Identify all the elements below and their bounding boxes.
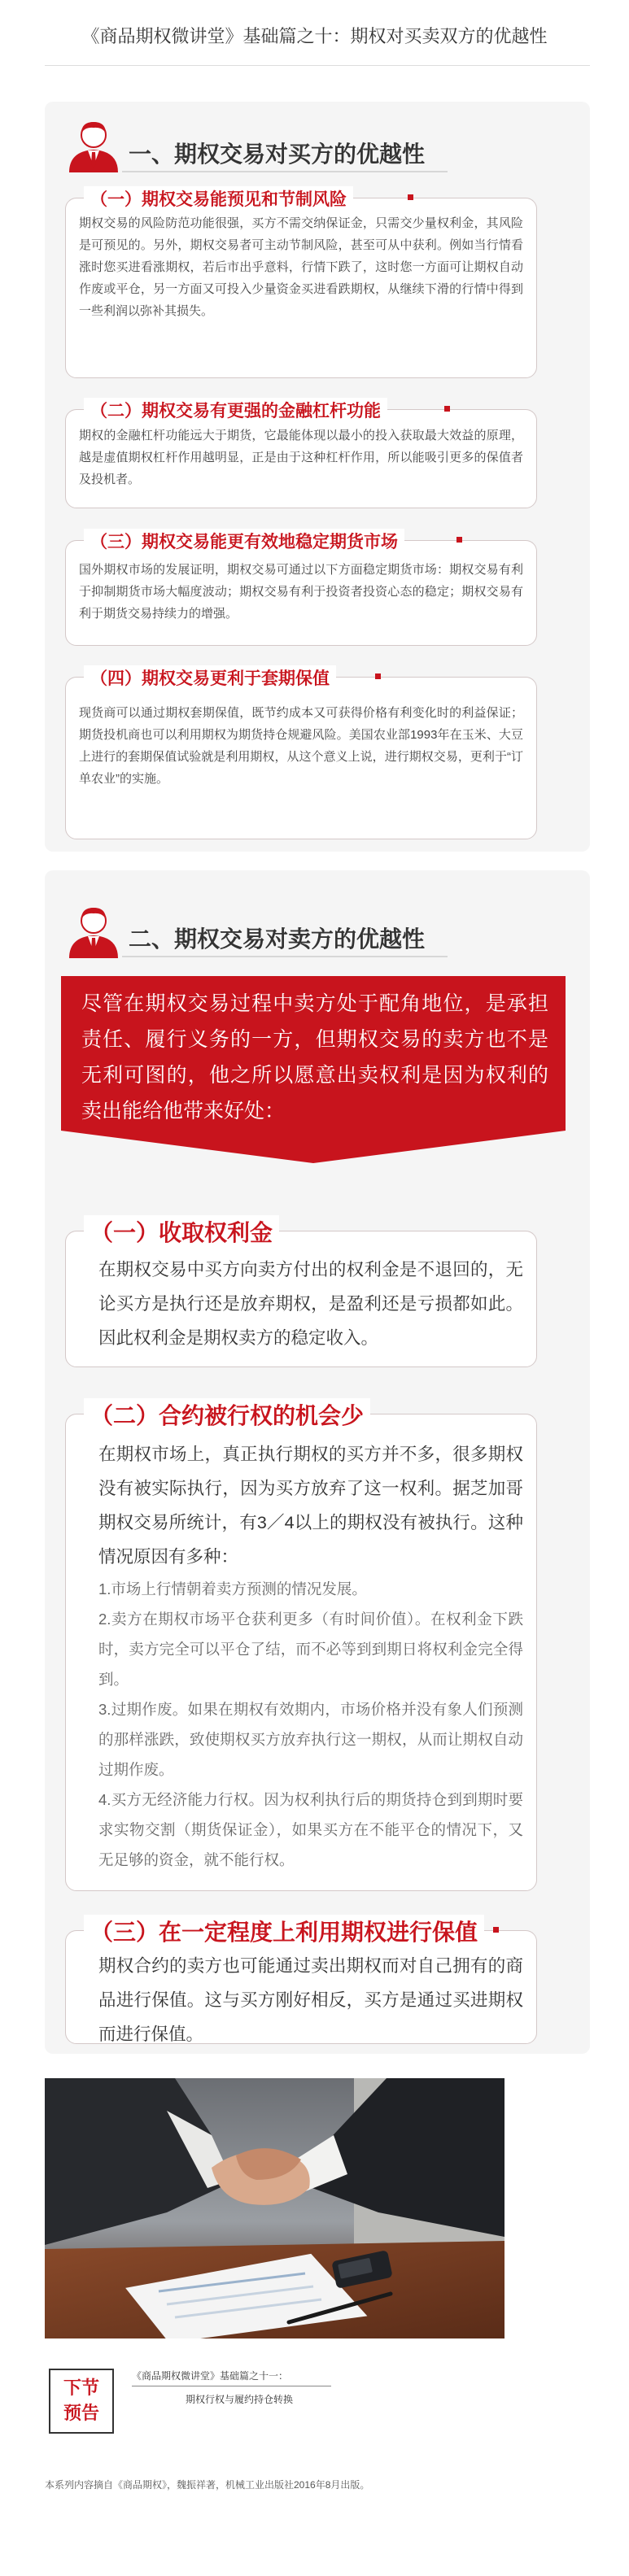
buyer-card-1-body: 期权交易的风险防范功能很强，买方不需交纳保证金，只需交少量权利金，其风险是可预见的。另外，期权交易者可主动节制风险，甚至可从中获利。例如当行情看涨时您买进看涨期权，若后市出乎意料，行情下跌了，这时您一方面可让期权自动作废或平仓，另一方面又可投入少量资金买进看跌期权，从继续下滑的行情中得到一些利润以弥补其损失。 <box>79 216 523 318</box>
page-title: 《商品期权微讲堂》基础篇之十：期权对买卖双方的优越性 <box>81 26 548 46</box>
businessman-avatar-icon <box>65 901 122 958</box>
buyer-card-3-dot <box>456 537 462 543</box>
businessman-avatar-icon <box>65 116 122 172</box>
buyer-card-2-title: （二）期权交易有更强的金融杠杆功能 <box>84 398 387 422</box>
section1-heading: 一、期权交易对买方的优越性 <box>129 142 426 167</box>
next-preview-line-1: 《商品期权微讲堂》基础篇之十一： <box>132 2370 289 2382</box>
buyer-card-2-dot <box>444 406 450 412</box>
seller-card-1 <box>65 1220 537 1367</box>
seller-intro-banner-arrow <box>61 1131 566 1163</box>
buyer-card-4-dot <box>375 673 381 679</box>
section1-heading-underline <box>122 171 448 172</box>
buyer-card-1 <box>65 190 537 378</box>
seller-card-2 <box>65 1403 537 1891</box>
next-preview-box <box>49 2369 114 2434</box>
buyer-card-1-dot <box>408 194 413 200</box>
title-divider <box>45 65 590 66</box>
section2-heading: 二、期权交易对卖方的优越性 <box>129 926 426 952</box>
handshake-photo <box>45 2078 505 2338</box>
seller-card-3-dot <box>493 1927 499 1933</box>
buyer-card-1-title: （一）期权交易能预见和节制风险 <box>84 186 353 211</box>
list-item: 1.市场上行情朝着卖方预测的情况发展。 <box>98 1580 367 1597</box>
seller-card-2-body <box>98 1437 523 1875</box>
buyer-card-4-title: （四）期权交易更利于套期保值 <box>84 665 336 690</box>
buyer-card-2 <box>65 402 537 508</box>
next-preview-label-1: 下节 <box>63 2378 99 2398</box>
seller-card-1-title: （一）收取权利金 <box>84 1215 279 1248</box>
seller-card-3-title: （三）在一定程度上利用期权进行保值 <box>84 1915 484 1947</box>
seller-card-1-body: 在期权交易中买方向卖方付出的权利金是不退回的，无论买方是执行还是放弃期权，是盈利还是亏损都如此。因此权利金是期权卖方的稳定收入。 <box>98 1260 523 1348</box>
buyer-card-3-title: （三）期权交易能更有效地稳定期货市场 <box>84 529 404 553</box>
list-item: 4.买方无经济能力行权。因为权利执行后的期货持仓到到期时要求实物交割（期货保证金），如果买方在不能平仓的情况下，又无足够的资金，就不能行权。 <box>98 1791 523 1868</box>
seller-card-2-intro: 在期权市场上，真正执行期权的买方并不多，很多期权没有被实际执行，因为买方放弃了这一权利。据芝加哥期权交易所统计，有3／4以上的期权没有被执行。这种情况原因有多种： <box>98 1445 523 1567</box>
list-item: 2.卖方在期权市场平仓获利更多（有时间价值）。在权利金下跌时，卖方完全可以平仓了结，而不必等到到期日将权利金完全得到。 <box>98 1611 523 1688</box>
section2-heading-underline <box>122 956 448 957</box>
buyer-card-3 <box>65 533 537 646</box>
seller-card-2-title: （二）合约被行权的机会少 <box>84 1398 370 1431</box>
buyer-card-2-body: 期权的金融杠杆功能远大于期货，它最能体现以最小的投入获取最大效益的原理，越是虚值期权杠杆作用越明显，正是由于这种杠杆作用，所以能吸引更多的保值者及投机者。 <box>79 429 523 486</box>
buyer-card-4-body: 现货商可以通过期权套期保值，既节约成本又可获得价格有利变化时的利益保证；期货投机商也可以利用期权为期货持仓规避风险。美国农业部1993年在玉米、大豆上进行的套期保值试验就是利用期权，从这个意义上说，进行期权交易，更利于“订单农业”的实施。 <box>79 706 523 786</box>
seller-intro-text: 尽管在期权交易过程中卖方处于配角地位，是承担责任、履行义务的一方，但期权交易的卖方也不是无利可图的，他之所以愿意出卖权利是因为权利的卖出能给他带来好处： <box>81 992 548 1122</box>
footer-source-note: 本系列内容摘自《商品期权》，魏振祥著，机械工业出版社2016年8月出版。 <box>45 2479 370 2491</box>
buyer-card-3-body: 国外期权市场的发展证明，期权交易可通过以下方面稳定期货市场：期权交易有利于抑制期货市场大幅度波动；期权交易有利于投资者投资心态的稳定；期权交易有利于期货交易持续力的增强。 <box>79 563 523 621</box>
list-item: 3.过期作废。如果在期权有效期内，市场价格并没有象人们预测的那样涨跌，致使期权买方放弃执行这一期权，从而让期权自动过期作废。 <box>98 1701 523 1778</box>
next-preview-label-2: 预告 <box>63 2403 99 2423</box>
seller-card-3 <box>65 1920 537 2044</box>
buyer-card-4 <box>65 669 537 839</box>
seller-card-3-body: 期权合约的卖方也可能通过卖出期权而对自己拥有的商品进行保值。这与买方刚好相反，买方是通过买进期权而进行保值。 <box>98 1956 523 2044</box>
next-preview-line-2: 期权行权与履约持仓转换 <box>186 2394 294 2405</box>
